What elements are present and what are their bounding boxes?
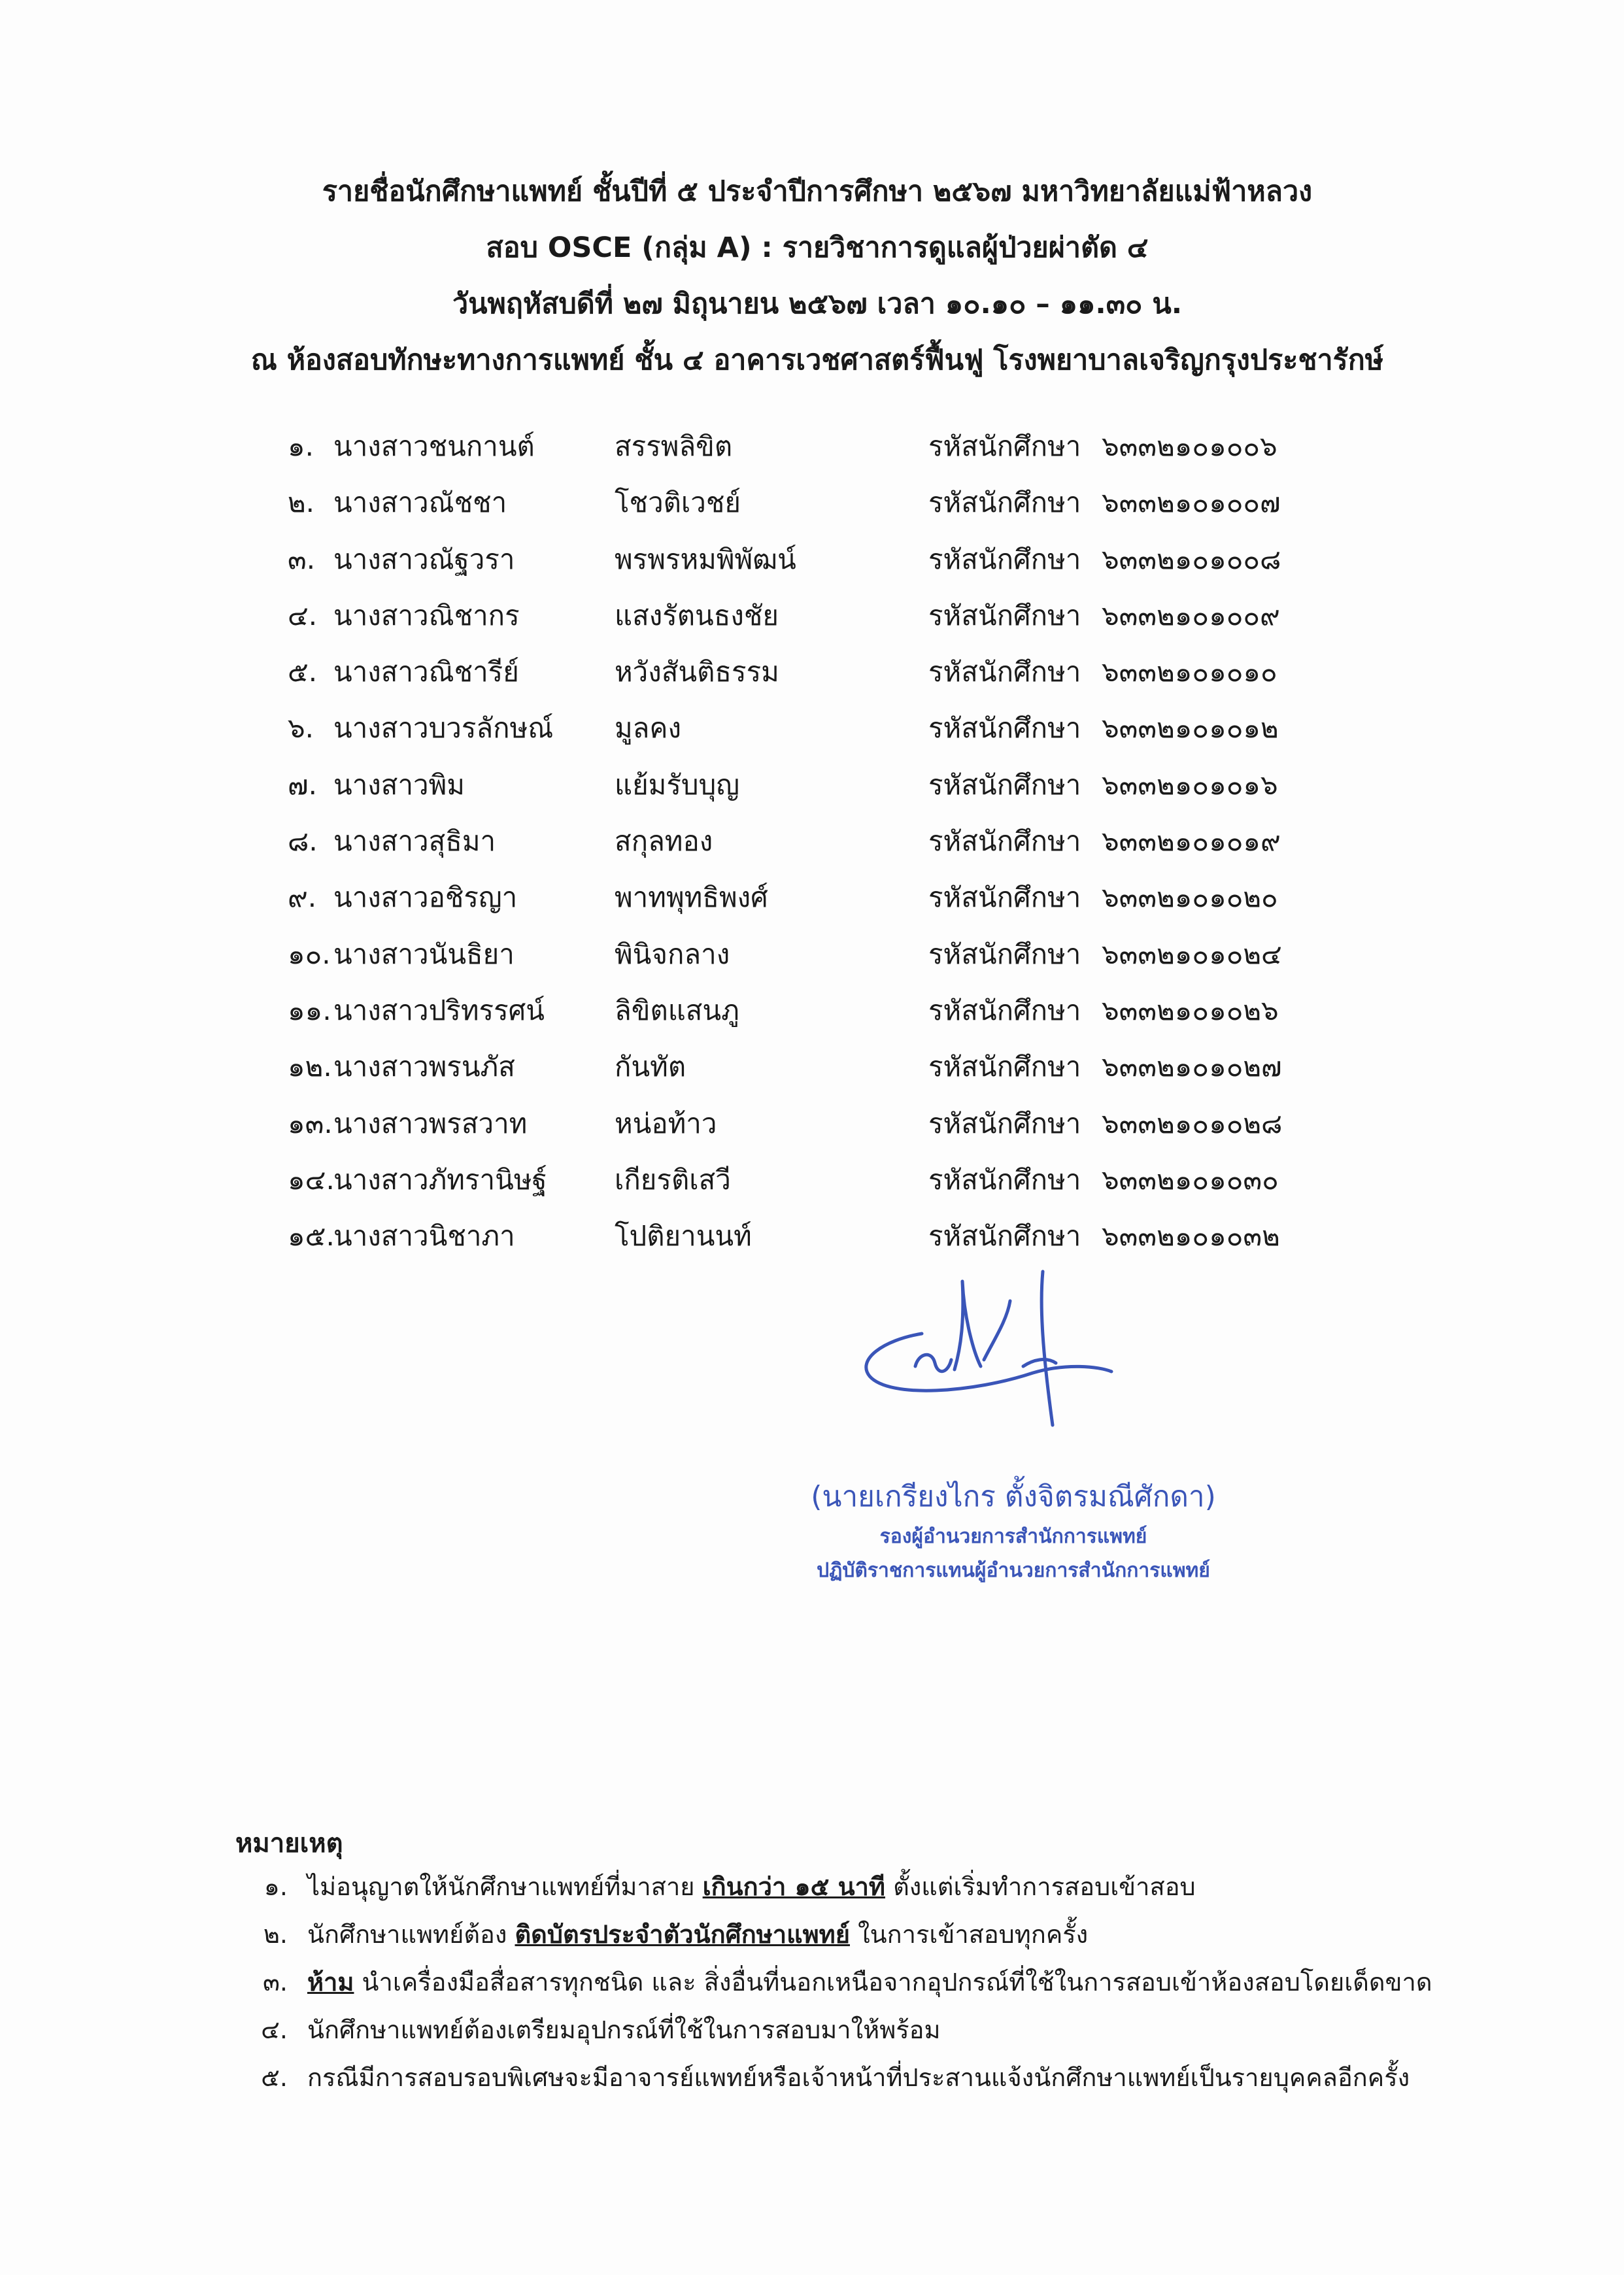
student-first-name: นางสาวณัฐวรา — [333, 543, 515, 575]
remark-item — [235, 1959, 1478, 2006]
student-id-label: รหัสนักศึกษา — [928, 656, 1081, 688]
student-first-name: นางสาวพิม — [333, 768, 465, 801]
student-first-name: นางสาวอชิรญา — [333, 881, 518, 914]
handwritten-signature — [843, 1268, 1118, 1438]
student-id-label: รหัสนักศึกษา — [928, 881, 1081, 914]
student-number: ๖. — [288, 712, 314, 745]
remark-item — [235, 2006, 1478, 2054]
student-first-name: นางสาวบวรลักษณ์ — [333, 712, 554, 745]
signer-name: (นายเกรียงไกร ตั้งจิตรมณีศักดา) — [811, 1480, 1216, 1513]
student-number: ๑๒. — [288, 1051, 332, 1083]
student-first-name: นางสาวณิชารีย์ — [333, 656, 519, 688]
student-first-name: นางสาวณิชากร — [333, 599, 520, 632]
student-surname: พินิจกลาง — [615, 937, 730, 970]
student-number: ๑. — [288, 430, 314, 462]
remark-text — [307, 2015, 941, 2044]
student-id-label: รหัสนักศึกษา — [928, 599, 1081, 632]
student-id: ๖๓๓๒๑๐๑๐๑๒ — [1102, 712, 1279, 745]
remark-text — [307, 2063, 1410, 2092]
student-id-label: รหัสนักศึกษา — [928, 768, 1081, 801]
student-surname: โชวติเวชย์ — [615, 486, 741, 519]
student-number: ๗. — [288, 768, 317, 801]
remarks-section — [235, 1824, 1478, 2102]
student-row — [288, 649, 1399, 705]
remark-number: ๓. — [262, 1968, 288, 1997]
remarks-list — [235, 1863, 1478, 2102]
student-number: ๑๓. — [288, 1107, 333, 1139]
title-line-2: สอบ OSCE (กลุ่ม A) : รายวิชาการดูแลผู้ป่วยผ่าตัด ๔ — [486, 231, 1149, 264]
signer-acting-position: ปฏิบัติราชการแทนผู้อำนวยการสำนักการแพทย์ — [817, 1559, 1210, 1582]
student-id-label: รหัสนักศึกษา — [928, 486, 1081, 519]
student-first-name: นางสาวพรนภัส — [333, 1051, 515, 1083]
signer-block — [765, 1474, 1262, 1588]
student-number: ๑๑. — [288, 994, 331, 1026]
student-surname: พาทพุทธิพงศ์ — [615, 881, 768, 914]
student-id: ๖๓๓๒๑๐๑๐๒๖ — [1102, 994, 1279, 1026]
student-number: ๘. — [288, 825, 318, 858]
student-row — [288, 875, 1399, 931]
remark-number: ๒. — [263, 1920, 288, 1949]
student-id: ๖๓๓๒๑๐๑๐๓๒ — [1102, 1220, 1280, 1253]
student-id-label: รหัสนักศึกษา — [928, 712, 1081, 745]
student-surname: กันทัต — [615, 1051, 686, 1083]
student-row — [288, 932, 1399, 988]
student-row — [288, 1101, 1399, 1157]
remark-number: ๑. — [263, 1872, 288, 1901]
student-row — [288, 480, 1399, 536]
signer-position: รองผู้อำนวยการสำนักการแพทย์ — [879, 1525, 1147, 1548]
student-row — [288, 593, 1399, 649]
remark-text-before: กรณีมีการสอบรอบพิเศษจะมีอาจารย์แพทย์หรือเจ้าหน้าที่ประสานแจ้งนักศึกษาแพทย์เป็นรายบุคคลอีกครั้ง — [307, 2063, 1410, 2092]
student-first-name: นางสาวนิชาภา — [333, 1220, 515, 1253]
student-id: ๖๓๓๒๑๐๑๐๐๗ — [1102, 486, 1281, 519]
title-line-4: ณ ห้องสอบทักษะทางการแพทย์ ชั้น ๔ อาคารเวชศาสตร์ฟื้นฟู โรงพยาบาลเจริญกรุงประชารักษ์ — [250, 344, 1384, 377]
student-id: ๖๓๓๒๑๐๑๐๐๘ — [1102, 543, 1281, 575]
student-surname: สกุลทอง — [615, 825, 713, 858]
student-surname: หวังสันติธรรม — [615, 656, 779, 688]
student-first-name: นางสาวปริทรรศน์ — [333, 994, 545, 1026]
remark-number: ๕. — [261, 2063, 288, 2092]
student-first-name: นางสาวพรสวาท — [333, 1107, 528, 1139]
title-line-3: วันพฤหัสบดีที่ ๒๗ มิถุนายน ๒๕๖๗ เวลา ๑๐.๑๐ – ๑๑.๓๐ น. — [452, 288, 1183, 320]
student-id: ๖๓๓๒๑๐๑๐๐๖ — [1102, 430, 1277, 462]
student-id: ๖๓๓๒๑๐๑๐๒๔ — [1102, 937, 1282, 970]
student-first-name: นางสาวสุธิมา — [333, 825, 496, 858]
student-id: ๖๓๓๒๑๐๑๐๑๐ — [1102, 656, 1277, 688]
student-surname: มูลคง — [615, 712, 682, 745]
student-surname: หน่อท้าว — [615, 1107, 717, 1139]
student-surname: พรพรหมพิพัฒน์ — [615, 543, 796, 575]
remark-item — [235, 1911, 1478, 1959]
student-list — [288, 424, 1399, 1270]
student-id-label: รหัสนักศึกษา — [928, 1220, 1081, 1253]
student-number: ๕. — [288, 656, 318, 688]
student-id-label: รหัสนักศึกษา — [928, 430, 1081, 462]
remarks-heading: หมายเหตุ — [235, 1828, 343, 1859]
student-number: ๒. — [288, 486, 315, 519]
remark-text-after: ตั้งแต่เริ่มทำการสอบเข้าสอบ — [885, 1872, 1196, 1901]
student-id-label: รหัสนักศึกษา — [928, 543, 1081, 575]
student-row — [288, 818, 1399, 875]
student-row — [288, 1044, 1399, 1100]
student-first-name: นางสาวชนกานต์ — [333, 430, 535, 462]
remark-item — [235, 2054, 1478, 2102]
student-id-label: รหัสนักศึกษา — [928, 825, 1081, 858]
student-number: ๑๔. — [288, 1163, 335, 1196]
student-row — [288, 424, 1399, 480]
remark-text-after: นำเครื่องมือสื่อสารทุกชนิด และ สิ่งอื่นที่นอกเหนือจากอุปกรณ์ที่ใช้ในการสอบเข้าห้องสอบโดยเด็ดขาด — [354, 1968, 1432, 1997]
student-number: ๓. — [288, 543, 316, 575]
student-row — [288, 537, 1399, 593]
student-row — [288, 762, 1399, 818]
student-number: ๙. — [288, 881, 317, 914]
remark-item — [235, 1863, 1478, 1911]
student-number: ๑๕. — [288, 1220, 335, 1253]
student-id-label: รหัสนักศึกษา — [928, 1051, 1081, 1083]
student-id-label: รหัสนักศึกษา — [928, 994, 1081, 1026]
student-id: ๖๓๓๒๑๐๑๐๒๐ — [1102, 881, 1278, 914]
student-surname: โปติยานนท์ — [615, 1220, 752, 1253]
student-id: ๖๓๓๒๑๐๑๐๑๙ — [1102, 825, 1281, 858]
remark-emphasis: เกินกว่า ๑๕ นาที — [702, 1872, 885, 1901]
student-number: ๑๐. — [288, 937, 331, 970]
remark-text-before: ไม่อนุญาตให้นักศึกษาแพทย์ที่มาสาย — [307, 1872, 703, 1901]
student-surname: เกียรติเสวี — [615, 1163, 731, 1196]
remark-text-before: นักศึกษาแพทย์ต้องเตรียมอุปกรณ์ที่ใช้ในการสอบมาให้พร้อม — [307, 2015, 941, 2044]
title-line-1: รายชื่อนักศึกษาแพทย์ ชั้นปีที่ ๕ ประจำปีการศึกษา ๒๕๖๗ มหาวิทยาลัยแม่ฟ้าหลวง — [322, 175, 1313, 208]
student-surname: ลิขิตแสนภู — [615, 994, 739, 1026]
remark-text — [307, 1872, 1196, 1901]
student-id: ๖๓๓๒๑๐๑๐๑๖ — [1102, 768, 1278, 801]
remark-text-before: นักศึกษาแพทย์ต้อง — [307, 1920, 515, 1949]
student-id: ๖๓๓๒๑๐๑๐๓๐ — [1102, 1163, 1279, 1196]
title-block — [196, 163, 1438, 388]
student-id-label: รหัสนักศึกษา — [928, 1107, 1081, 1139]
student-surname: สรรพลิขิต — [615, 430, 733, 462]
remark-text-after: ในการเข้าสอบทุกครั้ง — [849, 1920, 1089, 1949]
student-id: ๖๓๓๒๑๐๑๐๐๙ — [1102, 599, 1280, 632]
remark-text — [307, 1920, 1088, 1949]
student-first-name: นางสาวภัทรานิษฐ์ — [333, 1163, 547, 1196]
student-row — [288, 1157, 1399, 1213]
remark-emphasis: ห้าม — [307, 1968, 354, 1997]
student-row — [288, 705, 1399, 762]
student-surname: แสงรัตนธงชัย — [615, 599, 779, 632]
student-row — [288, 1213, 1399, 1270]
student-number: ๔. — [288, 599, 318, 632]
student-id: ๖๓๓๒๑๐๑๐๒๘ — [1102, 1107, 1283, 1139]
remark-emphasis: ติดบัตรประจำตัวนักศึกษาแพทย์ — [515, 1920, 850, 1949]
student-first-name: นางสาวนันธิยา — [333, 937, 515, 970]
student-row — [288, 988, 1399, 1044]
student-first-name: นางสาวณัชชา — [333, 486, 507, 519]
remark-number: ๔. — [261, 2015, 288, 2044]
remark-text — [307, 1968, 1432, 1997]
student-id-label: รหัสนักศึกษา — [928, 1163, 1081, 1196]
student-surname: แย้มรับบุญ — [615, 768, 740, 801]
student-id-label: รหัสนักศึกษา — [928, 937, 1081, 970]
student-id: ๖๓๓๒๑๐๑๐๒๗ — [1102, 1051, 1282, 1083]
